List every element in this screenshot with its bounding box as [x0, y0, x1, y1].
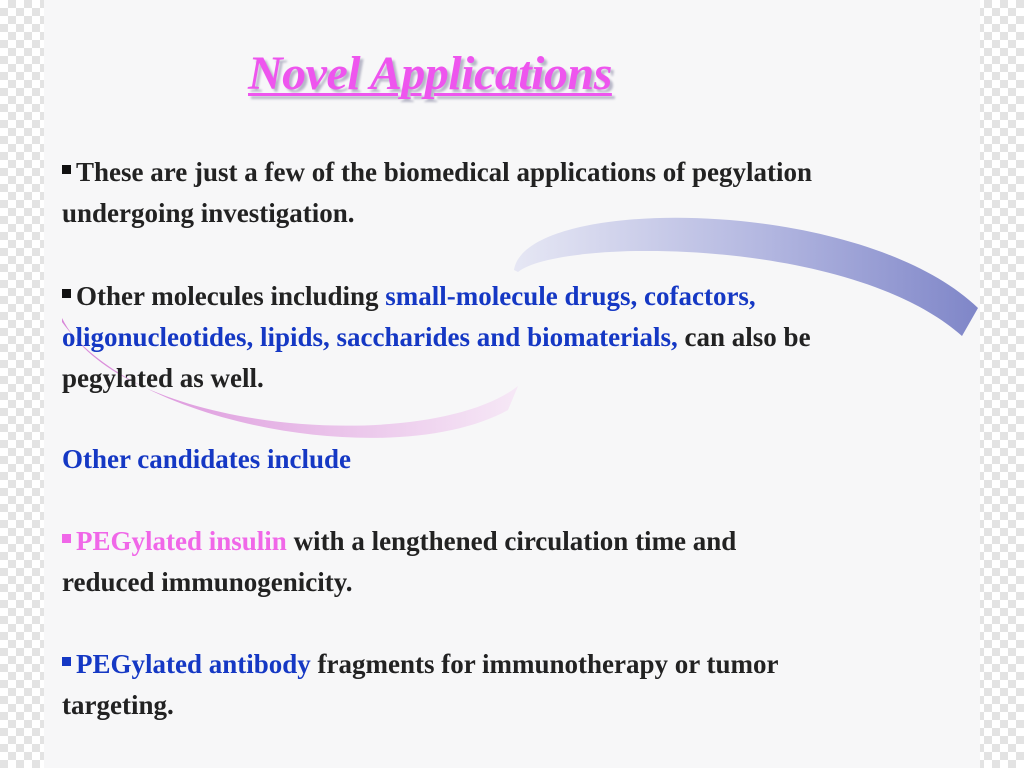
paragraph-text: with a lengthened circulation time and — [286, 526, 737, 556]
paragraph-line — [62, 685, 779, 726]
highlighted-antibody-text: PEGylated antibody — [76, 649, 311, 679]
paragraph-line — [62, 276, 811, 317]
paragraph-line — [62, 193, 812, 234]
square-bullet-icon — [62, 165, 71, 174]
paragraph-text: These are just a few of the biomedical applications of pegylation — [76, 157, 812, 187]
paragraph-text: fragments for immunotherapy or tumor — [310, 649, 779, 679]
candidates-heading: Other candidates include — [62, 444, 352, 474]
highlighted-molecules-text: small-molecule drugs, cofactors, — [385, 281, 756, 311]
highlighted-insulin-text: PEGylated insulin — [76, 526, 287, 556]
paragraph-text: pegylated as well. — [62, 363, 264, 393]
bullet-paragraph-insulin — [62, 521, 736, 603]
paragraph-line — [62, 644, 779, 685]
paragraph-line — [62, 152, 812, 193]
bullet-paragraph-other-molecules — [62, 276, 811, 399]
square-bullet-icon — [62, 657, 71, 666]
paragraph-text: undergoing investigation. — [62, 198, 355, 228]
paragraph-text: can also be — [677, 322, 811, 352]
slide-title: Novel Applications — [248, 47, 612, 100]
paragraph-line — [62, 562, 736, 603]
bullet-paragraph-investigation — [62, 152, 812, 234]
square-bullet-icon — [62, 534, 71, 543]
paragraph-line — [62, 317, 811, 358]
bullet-paragraph-antibody — [62, 644, 779, 726]
paragraph-text: Other molecules including — [76, 281, 386, 311]
paragraph-text: reduced immunogenicity. — [62, 567, 353, 597]
paragraph-text: targeting. — [62, 690, 174, 720]
highlighted-molecules-text: oligonucleotides, lipids, saccharides and biomaterials, — [62, 322, 678, 352]
paragraph-line — [62, 358, 811, 399]
paragraph-line — [62, 521, 736, 562]
square-bullet-icon — [62, 289, 71, 298]
